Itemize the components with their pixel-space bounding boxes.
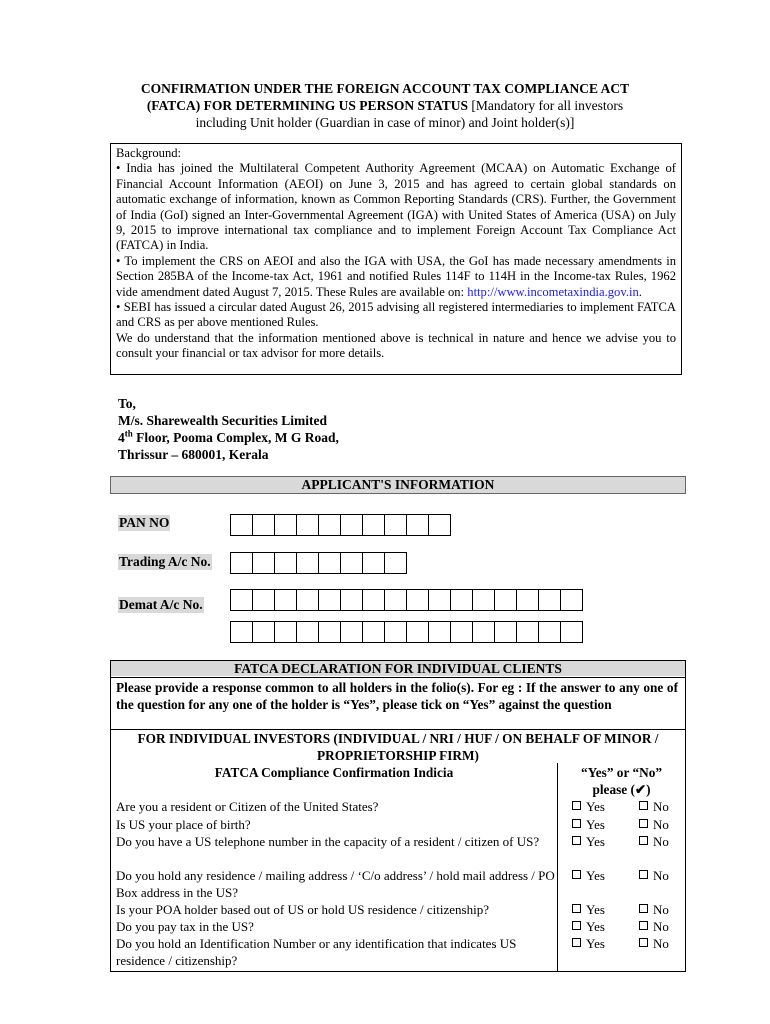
checkbox-icon: [572, 836, 581, 845]
floor-rest: Floor, Pooma Complex, M G Road,: [132, 430, 339, 445]
address-to: To,: [118, 396, 136, 411]
yes-checkbox[interactable]: [572, 918, 605, 935]
yes-label: Yes: [586, 936, 605, 951]
checkbox-icon: [639, 904, 648, 913]
floor-suffix: th: [124, 428, 133, 439]
applicant-info-heading: APPLICANT'S INFORMATION: [110, 476, 686, 494]
document-title: [100, 80, 670, 131]
no-checkbox[interactable]: [639, 901, 669, 918]
no-label: No: [653, 902, 669, 917]
background-heading: Background:: [116, 146, 182, 160]
background-box: [110, 143, 682, 375]
no-checkbox[interactable]: [639, 816, 669, 833]
floor-number: 4: [118, 430, 125, 445]
yes-label: Yes: [586, 919, 605, 934]
link-suffix: .: [638, 284, 642, 299]
yes-label: Yes: [586, 902, 605, 917]
no-label: No: [653, 868, 669, 883]
fatca-subheading-line1: FOR INDIVIDUAL INVESTORS (INDIVIDUAL / NRI / HUF / ON BEHALF OF MINOR /: [137, 731, 659, 746]
yes-label: Yes: [586, 817, 605, 832]
trading-account-label: Trading A/c No.: [119, 554, 211, 569]
yes-checkbox[interactable]: [572, 833, 605, 850]
checkbox-icon: [572, 801, 581, 810]
address-city: Thrissur – 680001, Kerala: [118, 447, 269, 462]
background-bullet-mcaa: • India has joined the Multilateral Competent Authority Agreement (MCAA) on Automatic Exchange of Financial Account Information (AEOI) on June 3, 2015 and has agreed to certain global standards on automatic exchange of information, known as Common Reporting Standards (CRS). Further, the Government of India (GoI) signed an Inter-Governmental Agreement (IGA) with United States of America (USA) on July 9, 2015 to improve international tax compliance and to implement Foreign Account Tax Compliance Act (FATCA) in India.: [116, 161, 676, 253]
no-label: No: [653, 919, 669, 934]
question-us-birth: Is US your place of birth?: [116, 817, 251, 832]
title-line2-bold: (FATCA) FOR DETERMINING US PERSON STATUS: [146, 98, 468, 113]
no-checkbox[interactable]: [639, 833, 669, 850]
address-company: M/s. Sharewealth Securities Limited: [118, 413, 327, 428]
checkbox-icon: [639, 938, 648, 947]
trading-account-input[interactable]: [230, 552, 407, 574]
title-line1: CONFIRMATION UNDER THE FOREIGN ACCOUNT TAX COMPLIANCE ACT: [140, 81, 630, 96]
pan-input[interactable]: [230, 514, 451, 536]
yes-checkbox[interactable]: [572, 901, 605, 918]
yes-label: Yes: [586, 868, 605, 883]
question-us-id: Do you hold an Identification Number or any identification that indicates US residence / citizenship?: [116, 936, 517, 968]
question-us-tax: Do you pay tax in the US?: [116, 919, 254, 934]
no-checkbox[interactable]: [639, 918, 669, 935]
col-response-line2: please (✔): [592, 782, 651, 797]
fatca-subheading: [111, 730, 685, 764]
checkbox-icon: [639, 836, 648, 845]
fatca-declaration-table: [110, 660, 686, 972]
checkbox-icon: [639, 801, 648, 810]
title-line3: including Unit holder (Guardian in case of minor) and Joint holder(s)]: [195, 115, 575, 130]
background-bullet-crs-text: • To implement the CRS on AEOI and also the IGA with USA, the GoI has made necessary amendments in Section 285BA of the Income-tax Act, 1961 and notified Rules 114F to 114H in the Income-tax Rules, 1962 vide amendment dated August 7, 2015. These Rules are available on:: [116, 253, 676, 299]
no-checkbox[interactable]: [639, 935, 669, 952]
yes-checkbox[interactable]: [572, 816, 605, 833]
checkbox-icon: [572, 921, 581, 930]
checkbox-icon: [572, 819, 581, 828]
yes-label: Yes: [586, 834, 605, 849]
background-bullet-sebi: • SEBI has issued a circular dated August 26, 2015 advising all registered intermediaries to implement FATCA and CRS as per above mentioned Rules.: [116, 300, 676, 330]
no-label: No: [653, 834, 669, 849]
title-line2-normal: [Mandatory for all investors: [467, 98, 624, 113]
no-checkbox[interactable]: [639, 867, 669, 884]
question-us-resident: Are you a resident or Citizen of the United States?: [116, 799, 379, 814]
checkbox-icon: [639, 819, 648, 828]
fatca-subheading-line2: PROPRIETORSHIP FIRM): [317, 748, 479, 763]
checkbox-icon: [572, 904, 581, 913]
no-label: No: [653, 799, 669, 814]
demat-account-input-row1[interactable]: [230, 589, 583, 611]
pan-label: PAN NO: [119, 515, 170, 530]
col-response-header: [558, 764, 685, 798]
background-bullet-crs: [116, 254, 676, 300]
col-response-line1: “Yes” or “No”: [580, 765, 662, 780]
col-indicia-header: FATCA Compliance Confirmation Indicia: [214, 765, 454, 780]
checkbox-icon: [572, 870, 581, 879]
question-us-telephone: Do you have a US telephone number in the capacity of a resident / citizen of US?: [116, 834, 540, 849]
question-poa-holder: Is your POA holder based out of US or hold US residence / citizenship?: [116, 902, 489, 917]
checkbox-icon: [572, 938, 581, 947]
no-label: No: [653, 936, 669, 951]
demat-account-label: Demat A/c No.: [119, 597, 203, 612]
yes-checkbox[interactable]: [572, 935, 605, 952]
address-floor: [118, 429, 339, 446]
no-checkbox[interactable]: [639, 798, 669, 815]
checkbox-icon: [639, 921, 648, 930]
background-closing: We do understand that the information mentioned above is technical in nature and hence we advise you to consult your financial or tax advisor for more details.: [116, 330, 676, 361]
income-tax-link[interactable]: http://www.incometaxindia.gov.in: [467, 284, 639, 299]
demat-account-input-row2[interactable]: [230, 621, 583, 643]
fatca-heading: FATCA DECLARATION FOR INDIVIDUAL CLIENTS: [111, 661, 685, 676]
yes-checkbox[interactable]: [572, 798, 605, 815]
address-block: [118, 395, 339, 463]
checkbox-icon: [639, 870, 648, 879]
fatca-instruction: Please provide a response common to all holders in the folio(s). For eg : If the answer to any one of the question for any one of the holder is “Yes”, please tick on “Yes” against the question: [116, 680, 678, 712]
yes-label: Yes: [586, 799, 605, 814]
question-us-address: Do you hold any residence / mailing address / ‘C/o address’ / hold mail address / PO Box address in the US?: [116, 868, 555, 900]
yes-checkbox[interactable]: [572, 867, 605, 884]
no-label: No: [653, 817, 669, 832]
